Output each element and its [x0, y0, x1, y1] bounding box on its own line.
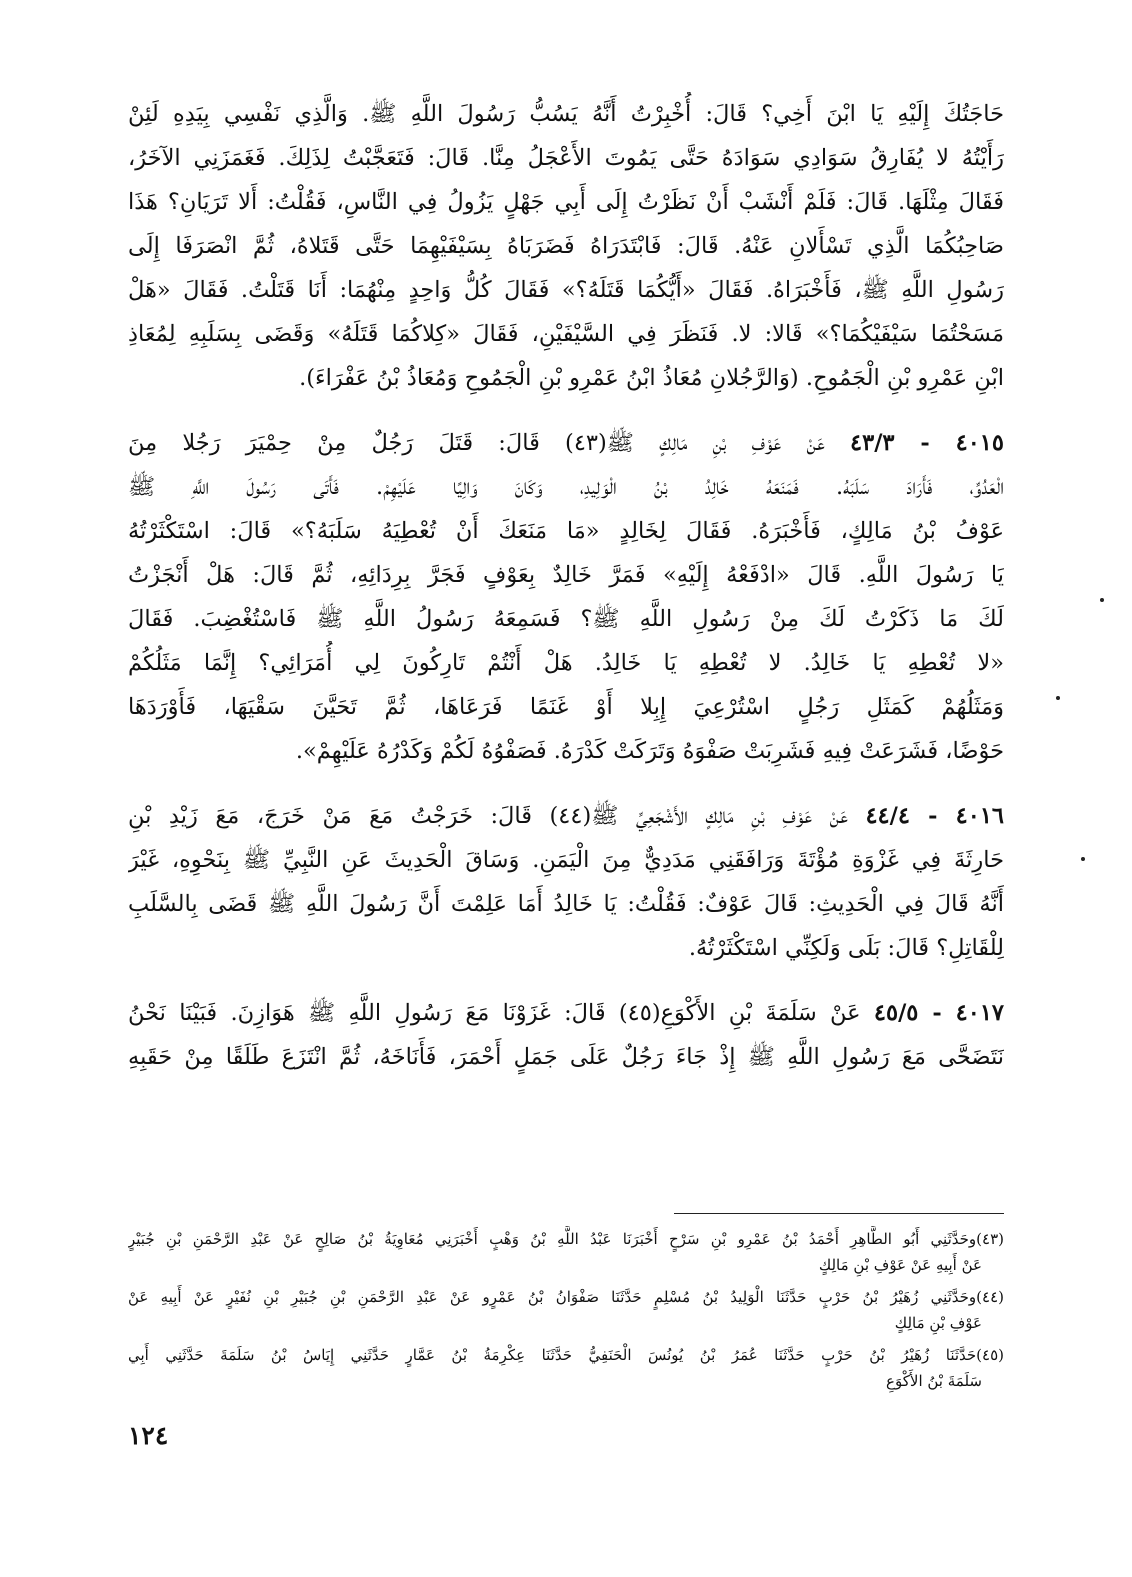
- scan-speck: [1056, 696, 1060, 700]
- text-line: رَسُولِ اللَّهِ ﷺ، فَأَخْبَرَاهُ. فَقَالَ «أَيُّكُمَا قَتَلَهُ؟» فَقَالَ كُلُّ وَاحِدٍ مِنْهُمَا: أَنَا قَتَلْتُ. فَقَالَ «هَلْ: [128, 277, 1004, 303]
- footnote-line: (٤٥)حَدَّثَنَا زُهَيْرُ بْنُ حَرْبٍ حَدَّثَنَا عُمَرُ بْنُ يُونُسَ الْحَنَفِيُّ حَدَّثَنَا عِكْرِمَةُ بْنُ عَمَّارٍ حَدَّثَنِي إِيَاسُ بْنُ سَلَمَةَ حَدَّثَنِي أَبِي: [128, 1346, 1004, 1364]
- page-number: ١٢٤: [128, 1421, 169, 1450]
- text-line: مَسَحْتُمَا سَيْفَيْكُمَا؟» قَالا: لا. فَنَظَرَ فِي السَّيْفَيْنِ، فَقَالَ «كِلاكُمَا قَتَلَهُ» وَقَضَى بِسَلَبِهِ لِمُعَاذِ: [128, 321, 1004, 347]
- text-line: حَوْضًا، فَشَرَعَتْ فِيهِ فَشَرِبَتْ صَفْوَهُ وَتَرَكَتْ كَدْرَهُ. فَصَفْوُهُ لَكُمْ وَكَدْرُهُ عَلَيْهِمْ».: [295, 738, 1004, 764]
- footnote-line: عَنْ أَبِيهِ عَنْ عَوْفِ بْنِ مَالِكٍ: [818, 1256, 982, 1274]
- text-line: «لا تُعْطِهِ يَا خَالِدُ. لا تُعْطِهِ يَا خَالِدُ. هَلْ أَنْتُمْ تَارِكُونَ لِي أُمَرَائِي؟ إِنَّمَا مَثَلُكُمْ: [128, 650, 1004, 676]
- text-line: صَاحِبُكُمَا الَّذِي تَسْأَلانِ عَنْهُ. قَالَ: فَابْتَدَرَاهُ فَضَرَبَاهُ بِسَيْفَيْهِمَا حَتَّى قَتَلاهُ، ثُمَّ انْصَرَفَا إِلَى: [128, 233, 1004, 259]
- scan-speck: [1100, 598, 1104, 602]
- hadith-4017: [128, 991, 1004, 1079]
- footnote-line: (٤٤)وحَدَّثَنِي زُهَيْرُ بْنُ حَرْبٍ حَدَّثَنَا الْوَلِيدُ بْنُ مُسْلِمٍ حَدَّثَنَا صَفْوَانُ بْنُ عَمْرٍو عَنْ عَبْدِ الرَّحْمَنِ بْنِ جُبَيْرِ بْنِ نُفَيْرٍ عَنْ أَبِيهِ عَنْ: [128, 1288, 1004, 1306]
- hadith-number: ٤٠١٧ - ٤٥/٥: [873, 1000, 1004, 1026]
- scan-speck: [1081, 857, 1085, 861]
- text-line: [128, 794, 1004, 838]
- text-line: [128, 991, 1004, 1035]
- line-text: عَنْ عَوْفِ بْنِ مَالِكٍ الأَشْجَعِيِّ ﷺ(٤٤) قَالَ: خَرَجْتُ مَعَ مَنْ خَرَجَ، مَعَ زَيْدِ بْنِ: [128, 803, 848, 829]
- footnote-43: [128, 1226, 1004, 1278]
- hadith-4016: [128, 794, 1004, 970]
- footnote-separator: [674, 1213, 1004, 1214]
- main-text: [128, 92, 1004, 1079]
- text-line: نَتَضَحَّى مَعَ رَسُولِ اللَّهِ ﷺ إِذْ جَاءَ رَجُلٌ عَلَى جَمَلٍ أَحْمَرَ، فَأَنَاخَهُ، ثُمَّ انْتَزَعَ طَلَقًا مِنْ حَقَبِهِ: [128, 1044, 1004, 1070]
- text-line: ابْنِ عَمْرِو بْنِ الْجَمُوحِ. (وَالرَّجُلانِ مُعَاذُ ابْنُ عَمْرِو بْنِ الْجَمُوحِ وَمُعَاذُ بْنُ عَفْرَاءَ).: [299, 365, 1004, 391]
- hadith-number: ٤٠١٥ - ٤٣/٣: [850, 430, 1004, 456]
- footnote-line: سَلَمَةَ بْنُ الأَكْوَعِ: [886, 1372, 982, 1390]
- text-line: فَقَالَ مِثْلَهَا. قَالَ: فَلَمْ أَنْشَبْ أَنْ نَظَرْتُ إِلَى أَبِي جَهْلٍ يَزُولُ فِي النَّاسِ، فَقُلْتُ: أَلا تَرَيَانِ؟ هَذَا: [128, 189, 1004, 215]
- text-line: حَاجَتُكَ إِلَيْهِ يَا ابْنَ أَخِي؟ قَالَ: أُخْبِرْتُ أَنَّهُ يَسُبُّ رَسُولَ اللَّهِ ﷺ. وَالَّذِي نَفْسِي بِيَدِهِ لَئِنْ: [128, 101, 1004, 127]
- footnote-45: [128, 1342, 1004, 1394]
- text-line: لِلْقَاتِلِ؟ قَالَ: بَلَى وَلَكِنِّي اسْتَكْثَرْتُهُ.: [688, 935, 1004, 961]
- text-line: لَكَ مَا ذَكَرْتُ لَكَ مِنْ رَسُولِ اللَّهِ ﷺ؟ فَسَمِعَهُ رَسُولُ اللَّهِ ﷺ فَاسْتُغْضِبَ. فَقَالَ: [128, 606, 1004, 632]
- footnote-line: (٤٣)وحَدَّثَنِي أَبُو الطَّاهِرِ أَحْمَدُ بْنُ عَمْرِو بْنِ سَرْحٍ أَخْبَرَنَا عَبْدُ اللَّهِ بْنُ وَهْبٍ أَخْبَرَنِي مُعَاوِيَةُ بْنُ صَالِحٍ عَنْ عَبْدِ الرَّحْمَنِ بْنِ جُبَيْرٍ: [128, 1230, 1004, 1248]
- text-line: رَأَيْتُهُ لا يُفَارِقُ سَوَادِي سَوَادَهُ حَتَّى يَمُوتَ الأَعْجَلُ مِنَّا. قَالَ: فَتَعَجَّبْتُ لِذَلِكَ. فَغَمَزَنِي الآخَرُ،: [128, 145, 1004, 171]
- footnotes: [128, 1226, 1004, 1394]
- line-text: عَنْ سَلَمَةَ بْنِ الأَكْوَعِ(٤٥) قَالَ: غَزَوْنَا مَعَ رَسُولِ اللَّهِ ﷺ هَوَازِنَ. فَبَيْنَا نَحْنُ: [128, 1000, 861, 1026]
- text-line: [128, 421, 1004, 465]
- text-line: الْعَدُوِّ، فَأَرَادَ سَلَبَهُ. فَمَنَعَهُ خَالِدُ بْنُ الْوَلِيدِ، وَكَانَ وَالِيًا عَلَيْهِمْ. فَأَتَى رَسُولَ اللَّهِ ﷺ: [128, 474, 1004, 500]
- paragraph-continuation: [128, 92, 1004, 400]
- text-line: أَنَّهُ قَالَ فِي الْحَدِيثِ: قَالَ عَوْفٌ: فَقُلْتُ: يَا خَالِدُ أَمَا عَلِمْتَ أَنَّ رَسُولَ اللَّهِ ﷺ قَضَى بِالسَّلَبِ: [128, 891, 1004, 917]
- hadith-4015: [128, 421, 1004, 773]
- hadith-number: ٤٠١٦ - ٤٤/٤: [865, 803, 1004, 829]
- text-line: عَوْفُ بْنُ مَالِكٍ، فَأَخْبَرَهُ. فَقَالَ لِخَالِدٍ «مَا مَنَعَكَ أَنْ تُعْطِيَهُ سَلَبَهُ؟» قَالَ: اسْتَكْثَرْتُهُ: [128, 518, 1004, 544]
- footnote-44: [128, 1284, 1004, 1336]
- line-text: عَنْ عَوْفِ بْنِ مَالِكٍ ﷺ(٤٣) قَالَ: قَتَلَ رَجُلٌ مِنْ حِمْيَرَ رَجُلا مِنَ: [128, 430, 825, 456]
- footnote-line: عَوْفِ بْنِ مَالِكٍ: [894, 1314, 982, 1332]
- text-line: يَا رَسُولَ اللَّهِ. قَالَ «ادْفَعْهُ إِلَيْهِ» فَمَرَّ خَالِدٌ بِعَوْفٍ فَجَرَّ بِرِدَائِهِ، ثُمَّ قَالَ: هَلْ أَنْجَزْتُ: [128, 562, 1004, 588]
- text-line: حَارِثَةَ فِي غَزْوَةِ مُؤْتَةَ وَرَافَقَنِي مَدَدِيٌّ مِنَ الْيَمَنِ. وَسَاقَ الْحَدِيثَ عَنِ النَّبِيِّ ﷺ بِنَحْوِهِ، غَيْرَ: [128, 847, 1004, 873]
- text-line: وَمَثَلُهُمْ كَمَثَلِ رَجُلٍ اسْتُرْعِيَ إِبِلا أَوْ غَنَمًا فَرَعَاهَا، ثُمَّ تَحَيَّنَ سَقْيَهَا، فَأَوْرَدَهَا: [128, 694, 1004, 720]
